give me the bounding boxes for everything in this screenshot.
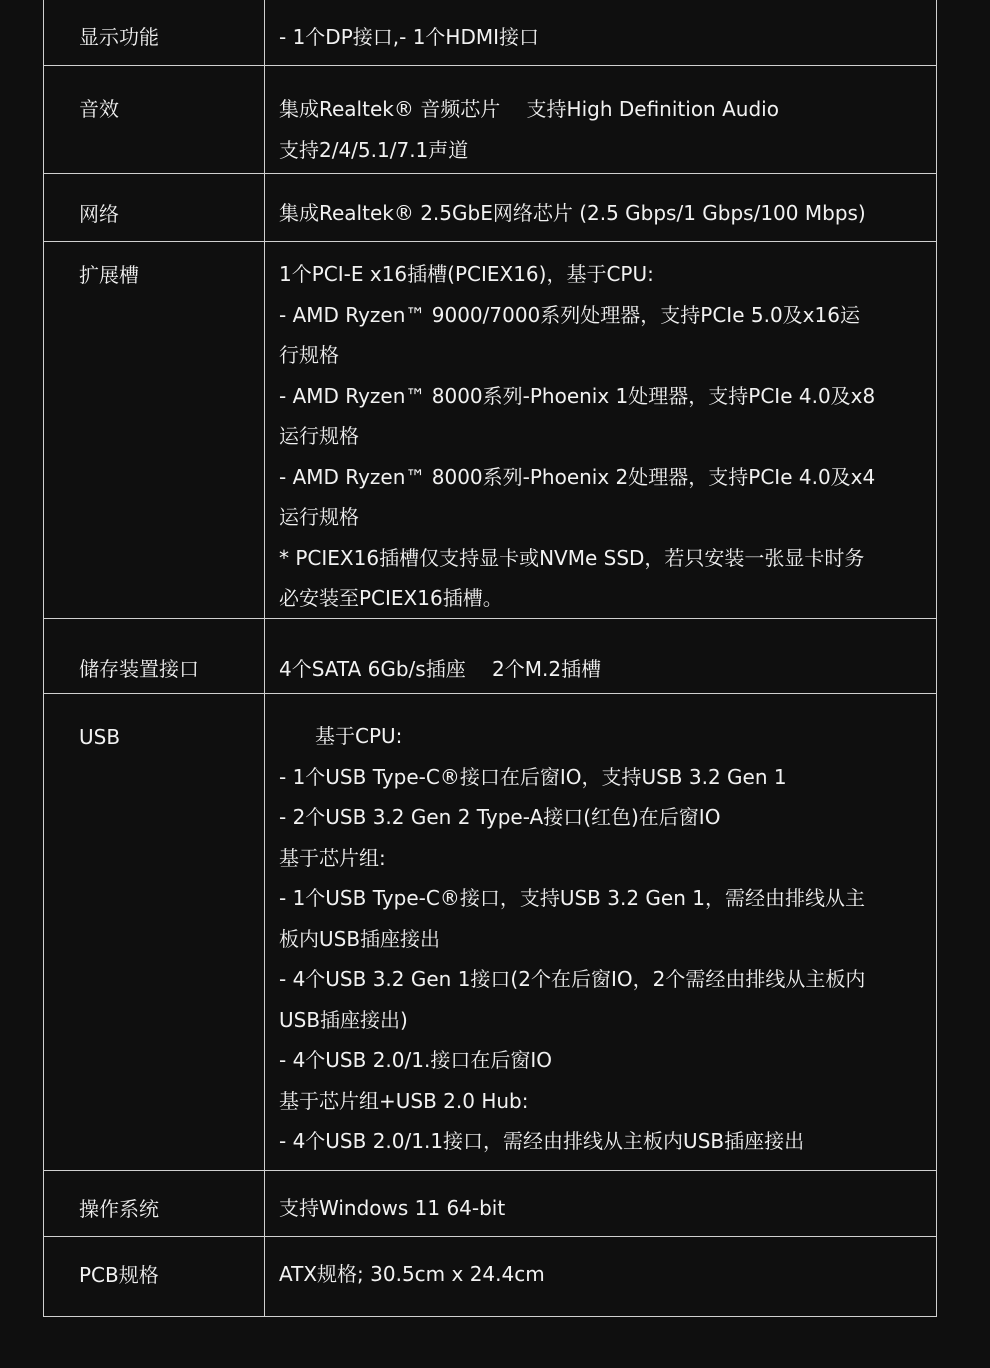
- spec-value-cell: [265, 1171, 936, 1236]
- spec-label-cell: [44, 174, 265, 241]
- spec-label-cell: [44, 619, 265, 693]
- spec-value-line: 支持Windows 11 64-bit: [279, 1196, 506, 1220]
- spec-row-display: [44, 0, 936, 65]
- spec-label: 操作系统: [79, 1197, 159, 1221]
- spec-table: [43, 0, 937, 1317]
- spec-row-pcb: [44, 1236, 936, 1316]
- spec-label-cell: [44, 1171, 265, 1236]
- spec-value-line: - 1个USB Type-C®接口，支持USB 3.2 Gen 1，需经由排线从主: [279, 886, 865, 910]
- spec-label-cell: [44, 694, 265, 1170]
- spec-label-cell: [44, 66, 265, 173]
- spec-label-cell: [44, 0, 265, 65]
- spec-value-cell: [265, 1237, 936, 1316]
- spec-value-line: - 4个USB 2.0/1.1接口，需经由排线从主板内USB插座接出: [279, 1129, 805, 1153]
- spec-row-network: [44, 173, 936, 241]
- spec-value-line: 4个SATA 6Gb/s插座 2个M.2插槽: [279, 657, 602, 681]
- spec-label: 音效: [79, 97, 119, 121]
- spec-value-line: - AMD Ryzen™ 8000系列-Phoenix 1处理器，支持PCIe 4.0及x8: [279, 383, 876, 408]
- spec-value-line: USB插座接出): [279, 1007, 408, 1032]
- spec-label: 显示功能: [79, 25, 159, 49]
- spec-row-os: [44, 1170, 936, 1236]
- spec-label: 扩展槽: [79, 263, 139, 287]
- spec-value-cell: [265, 174, 936, 241]
- spec-value-line: * PCIEX16插槽仅支持显卡或NVMe SSD，若只安装一张显卡时务: [279, 545, 865, 570]
- spec-value-line: 运行规格: [279, 424, 359, 448]
- spec-value-cell: [265, 0, 936, 65]
- spec-value-line: - 4个USB 2.0/1.接口在后窗IO: [279, 1048, 552, 1072]
- spec-value-line: - 1个DP接口,- 1个HDMI接口: [279, 25, 540, 49]
- spec-value-line: - AMD Ryzen™ 9000/7000系列处理器，支持PCIe 5.0及x16运: [279, 302, 860, 327]
- spec-value-line: 集成Realtek® 2.5GbE网络芯片 (2.5 Gbps/1 Gbps/100 Mbps): [279, 201, 866, 225]
- spec-label-cell: [44, 242, 265, 618]
- spec-value-line: 基于芯片组+USB 2.0 Hub:: [279, 1088, 529, 1113]
- spec-value-line: 基于芯片组:: [279, 845, 386, 870]
- spec-value-line: 必安装至PCIEX16插槽。: [279, 586, 503, 610]
- spec-value-line: 行规格: [279, 343, 339, 367]
- spec-value-line: - 1个USB Type-C®接口在后窗IO，支持USB 3.2 Gen 1: [279, 764, 787, 789]
- spec-value-line: - AMD Ryzen™ 8000系列-Phoenix 2处理器，支持PCIe 4.0及x4: [279, 464, 876, 489]
- spec-value-line: 基于CPU:: [315, 724, 403, 748]
- spec-row-storage: [44, 618, 936, 693]
- spec-value-line: 1个PCI-E x16插槽(PCIEX16)，基于CPU:: [279, 262, 654, 286]
- spec-value-line: ATX规格; 30.5cm x 24.4cm: [279, 1262, 545, 1286]
- spec-row-audio: [44, 65, 936, 173]
- spec-label: 网络: [79, 202, 119, 226]
- spec-value-line: 支持2/4/5.1/7.1声道: [279, 137, 469, 162]
- spec-value-line: - 4个USB 3.2 Gen 1接口(2个在后窗IO，2个需经由排线从主板内: [279, 967, 866, 991]
- spec-value-line: 板内USB插座接出: [279, 926, 441, 951]
- spec-label: PCB规格: [79, 1263, 159, 1287]
- spec-value-cell: [265, 242, 936, 618]
- spec-value-cell: [265, 694, 936, 1170]
- spec-row-expansion: [44, 241, 936, 618]
- spec-label: 储存装置接口: [79, 657, 199, 681]
- spec-row-usb: [44, 693, 936, 1170]
- spec-value-cell: [265, 66, 936, 173]
- spec-value-line: 运行规格: [279, 505, 359, 529]
- spec-value-line: 集成Realtek® 音频芯片 支持High Definition Audio: [279, 97, 779, 121]
- spec-label-cell: [44, 1237, 265, 1316]
- spec-value-line: - 2个USB 3.2 Gen 2 Type-A接口(红色)在后窗IO: [279, 805, 721, 829]
- spec-label: USB: [79, 725, 121, 749]
- spec-value-cell: [265, 619, 936, 693]
